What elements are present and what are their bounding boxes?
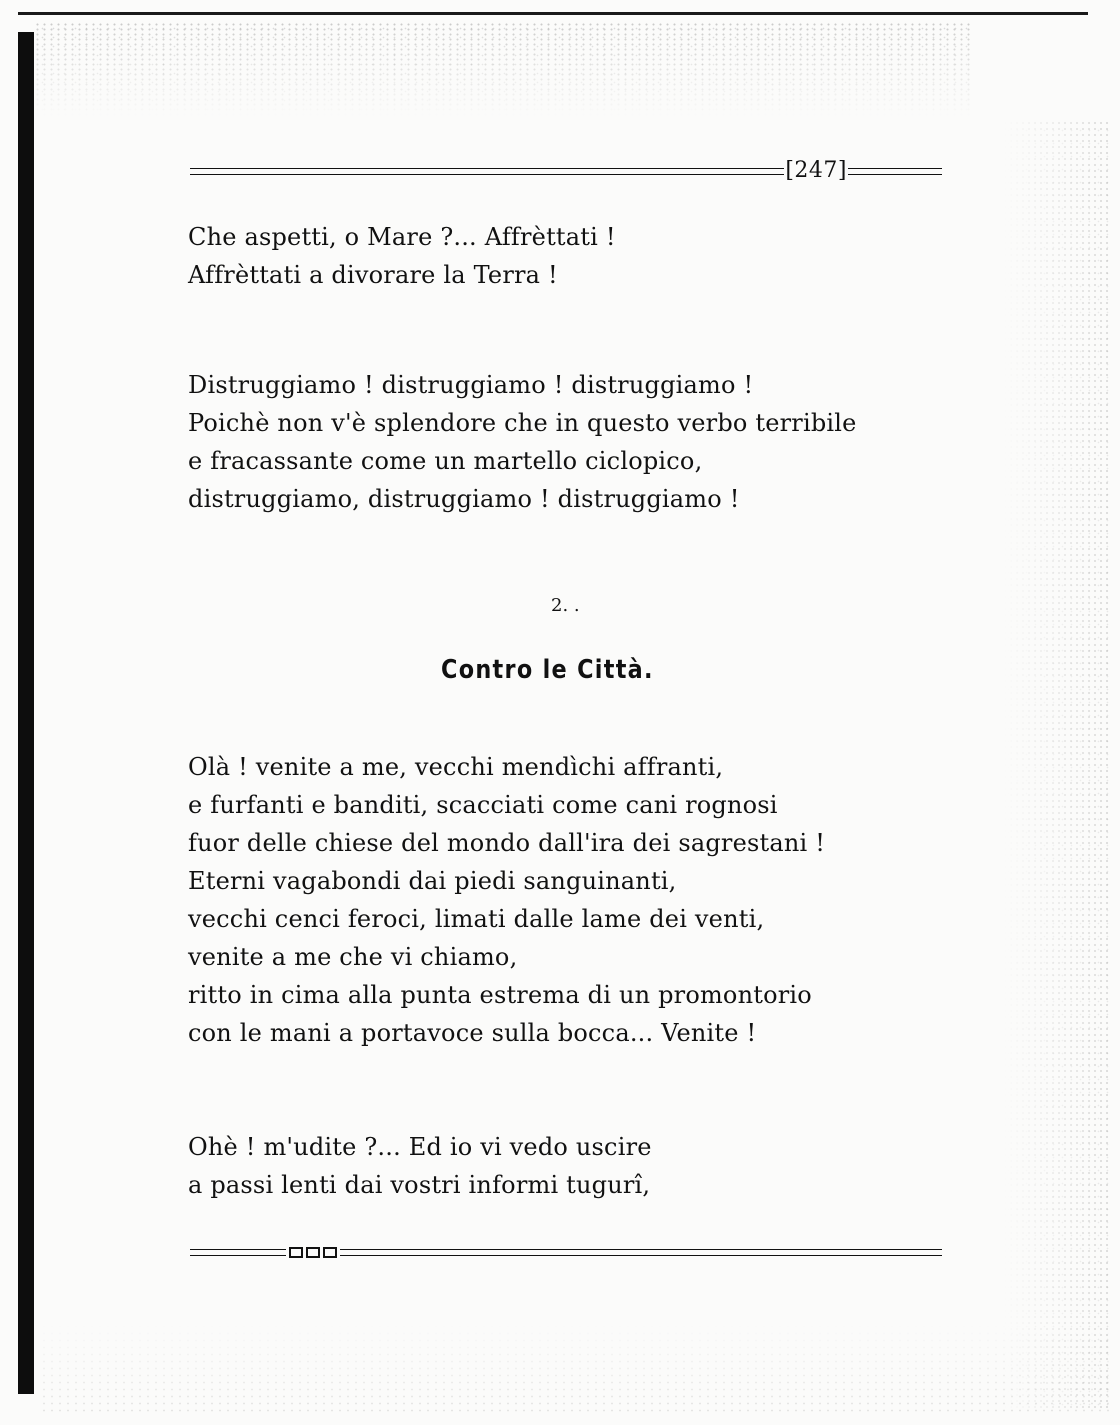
verse-line: e fracassante come un martello ciclopico, (188, 447, 703, 475)
scan-noise-bottom (40, 1323, 1110, 1413)
footer-rule-left (190, 1249, 286, 1256)
verse-line: Che aspetti, o Mare ?... Affrèttati ! (188, 223, 616, 251)
ornament-box-icon (323, 1247, 337, 1258)
stanza-3 (188, 748, 825, 1052)
verse-line: e furfanti e banditi, scacciati come cani rognosi (188, 791, 778, 819)
verse-line: con le mani a portavoce sulla bocca... Venite ! (188, 1019, 757, 1047)
scan-edge-top (18, 12, 1088, 15)
verse-line: ritto in cima alla punta estrema di un promontorio (188, 981, 812, 1009)
footer-rule (190, 1242, 942, 1262)
verse-line: Olà ! venite a me, vecchi mendìchi affranti, (188, 753, 724, 781)
verse-line: Eterni vagabondi dai piedi sanguinanti, (188, 867, 677, 895)
stanza-2 (188, 366, 857, 518)
verse-line: vecchi cenci feroci, limati dalle lame dei venti, (188, 905, 765, 933)
footer-ornament (286, 1247, 340, 1258)
verse-line: Ohè ! m'udite ?... Ed io vi vedo uscire (188, 1133, 652, 1161)
section-title: Contro le Città. (441, 655, 654, 685)
section-number: 2. . (551, 595, 580, 616)
ornament-box-icon (289, 1247, 303, 1258)
scan-noise-right (1002, 120, 1112, 1410)
stanza-1 (188, 218, 616, 294)
verse-line: Affrèttati a divorare la Terra ! (188, 261, 558, 289)
verse-line: venite a me che vi chiamo, (188, 943, 518, 971)
footer-rule-right (340, 1249, 942, 1256)
verse-line: fuor delle chiese del mondo dall'ira dei sagrestani ! (188, 829, 826, 857)
header-rule-right (848, 168, 942, 175)
verse-line: Distruggiamo ! distruggiamo ! distruggiamo ! (188, 371, 754, 399)
header-rule (190, 158, 942, 184)
scan-edge-left (18, 32, 34, 1394)
page-number: [247] (785, 158, 847, 183)
verse-line: Poichè non v'è splendore che in questo verbo terribile (188, 409, 857, 437)
verse-line: a passi lenti dai vostri informi tugurî, (188, 1171, 651, 1199)
ornament-box-icon (306, 1247, 320, 1258)
scan-noise-top (34, 22, 974, 117)
stanza-4 (188, 1128, 652, 1204)
verse-line: distruggiamo, distruggiamo ! distruggiamo ! (188, 485, 740, 513)
header-rule-left (190, 168, 784, 175)
